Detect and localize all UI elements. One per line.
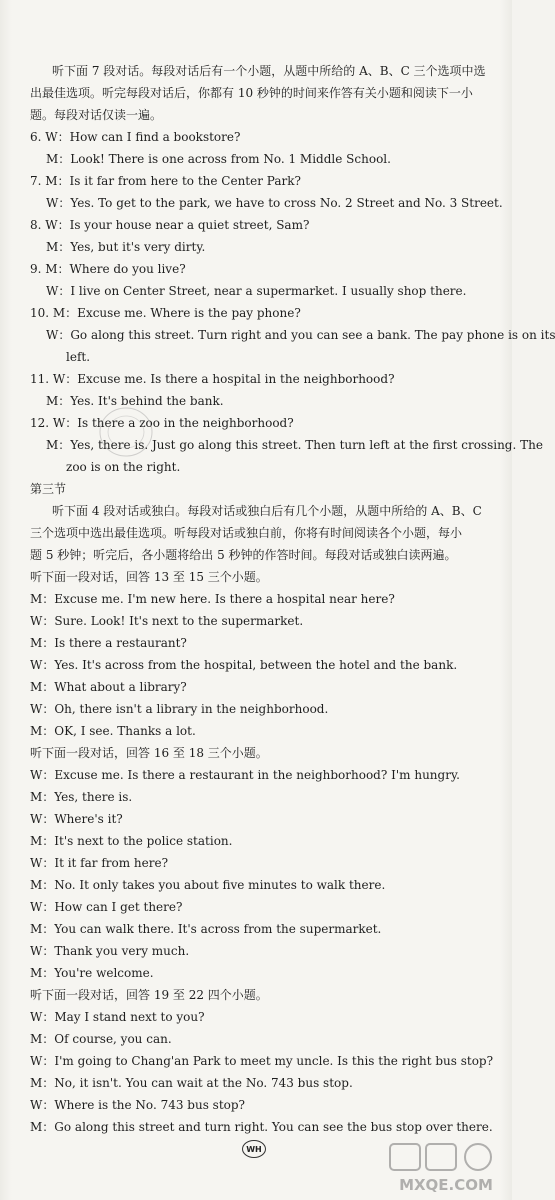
section-3-line-3: 题 5 秒钟；听完后，各小题将给出 5 秒钟的作答时间。每段对话或独白读两遍。 [30, 548, 457, 562]
section-3-instructions [30, 500, 494, 566]
dialog-line: M：It's next to the police station. [30, 834, 233, 848]
q6-answer: M：Look! There is one across from No. 1 Middle School. [46, 152, 391, 166]
intro-line-3: 题。每段对话仅读一遍。 [30, 108, 163, 122]
dialog-line: M：Go along this street and turn right. You can see the bus stop over there. [30, 1120, 493, 1134]
q12-question: 12. W：Is there a zoo in the neighborhood? [30, 416, 294, 430]
section-3-title: 第三节 [30, 482, 67, 496]
dialog-line: M：No, it isn't. You can wait at the No. 743 bus stop. [30, 1076, 353, 1090]
q11-question: 11. W：Excuse me. Is there a hospital in the neighborhood? [30, 372, 395, 386]
dialog-1-intro: 听下面一段对话，回答 13 至 15 三个小题。 [30, 570, 268, 584]
dialog-line: M：No. It only takes you about five minutes to walk there. [30, 878, 386, 892]
dialog-line: M：You're welcome. [30, 966, 154, 980]
page-content [30, 60, 555, 1138]
dialog-line: W：I'm going to Chang'an Park to meet my uncle. Is this the right bus stop? [30, 1054, 494, 1068]
dialog-line: W：Thank you very much. [30, 944, 190, 958]
dialog-1 [30, 588, 494, 742]
dialog-line: W：Yes. It's across from the hospital, between the hotel and the bank. [30, 658, 458, 672]
section-3-line-1: 听下面 4 段对话或独白。每段对话或独白后有几个小题，从题中所给的 A、B、C [52, 504, 482, 518]
dialog-line: M：Yes, there is. [30, 790, 133, 804]
dialog-line: M：Of course, you can. [30, 1032, 172, 1046]
q7-answer: W：Yes. To get to the park, we have to cross No. 2 Street and No. 3 Street. [46, 196, 503, 210]
dialog-line: W：Oh, there isn't a library in the neighborhood. [30, 702, 329, 716]
dialog-line: W：It it far from here? [30, 856, 169, 870]
dialog-line: W：May I stand next to you? [30, 1010, 205, 1024]
q8-answer: M：Yes, but it's very dirty. [46, 240, 206, 254]
dialog-line: M：OK, I see. Thanks a lot. [30, 724, 196, 738]
dialog-line: W：How can I get there? [30, 900, 183, 914]
q9-answer: W：I live on Center Street, near a supermarket. I usually shop there. [46, 284, 467, 298]
dialog-3 [30, 1006, 494, 1138]
dialog-line: M：Is there a restaurant? [30, 636, 187, 650]
q6-question: 6. W：How can I find a bookstore? [30, 130, 241, 144]
q10-question: 10. M：Excuse me. Where is the pay phone? [30, 306, 301, 320]
watermark-logo [386, 1140, 506, 1196]
dialog-2-intro: 听下面一段对话，回答 16 至 18 三个小题。 [30, 746, 268, 760]
q8-question: 8. W：Is your house near a quiet street, Sam? [30, 218, 310, 232]
dialog-3-intro: 听下面一段对话，回答 19 至 22 四个小题。 [30, 988, 268, 1002]
q12-answer-line-1: M：Yes, there is. Just go along this street. Then turn left at the first crossing. The [46, 438, 543, 452]
intro-line-1: 听下面 7 段对话。每段对话后有一个小题，从题中所给的 A、B、C 三个选项中选 [52, 64, 486, 78]
publisher-logo: WH [242, 1140, 266, 1158]
dialog-line: W：Where is the No. 743 bus stop? [30, 1098, 245, 1112]
listening-intro [30, 60, 494, 126]
q10-answer-line-2: left. [66, 350, 91, 364]
q9-question: 9. M：Where do you live? [30, 262, 186, 276]
dialog-line: M：Excuse me. I'm new here. Is there a hospital near here? [30, 592, 395, 606]
stamp-mark [96, 404, 156, 460]
q7-question: 7. M：Is it far from here to the Center Park? [30, 174, 301, 188]
dialog-2 [30, 764, 494, 984]
dialog-line: M：What about a library? [30, 680, 187, 694]
q10-answer-line-1: W：Go along this street. Turn right and you can see a bank. The pay phone is on its [46, 328, 555, 342]
q11-answer: M：Yes. It's behind the bank. [46, 394, 224, 408]
dialog-line: W：Where's it? [30, 812, 123, 826]
section-3-line-2: 三个选项中选出最佳选项。听每段对话或独白前，你将有时间阅读各个小题，每小 [30, 526, 463, 540]
q12-answer-line-2: zoo is on the right. [66, 460, 181, 474]
dialog-line: W：Excuse me. Is there a restaurant in the neighborhood? I'm hungry. [30, 768, 460, 782]
dialog-line: W：Sure. Look! It's next to the supermarket. [30, 614, 304, 628]
intro-line-2: 出最佳选项。听完每段对话后，你都有 10 秒钟的时间来作答有关小题和阅读下一小 [30, 86, 473, 100]
watermark-text: MXQE.COM [399, 1176, 493, 1194]
dialog-line: M：You can walk there. It's across from the supermarket. [30, 922, 382, 936]
